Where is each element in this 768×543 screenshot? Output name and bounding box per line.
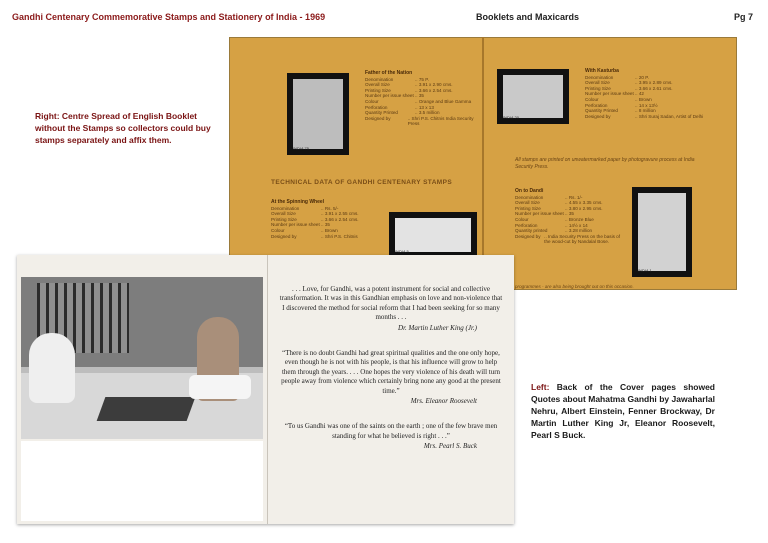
- tech-key: Printing Size: [515, 205, 541, 211]
- tech-value: .. Rs. 5/-: [321, 205, 339, 211]
- photo-figure-right-dhoti: [189, 375, 251, 399]
- caption-left-lead: Left:: [531, 382, 550, 392]
- tech-value: .. 35: [321, 222, 330, 228]
- tech-value: .. 4.55 x 3.35 cms.: [565, 200, 603, 206]
- stamp-spinning-wheel: [389, 212, 477, 258]
- tech-data-spinning-wheel: [271, 200, 389, 239]
- tech-value: .. 3.95 x 2.89 cms.: [635, 80, 673, 86]
- gandhi-nehru-photo: [21, 277, 263, 439]
- tech-key: Designed by: [515, 233, 541, 239]
- page-title: Gandhi Centenary Commemorative Stamps and Stationery of India - 1969: [12, 12, 326, 22]
- tech-key: Colour: [585, 96, 599, 102]
- quote-text: . . . Love, for Gandhi, was a potent instrument for social and collective transformation. It was in this Gandhian emphasis on love and non-violence that I discovered the method for social reform that I had been seeking for so many months . . .: [279, 285, 503, 322]
- tech-key: Designed by: [365, 115, 391, 121]
- caption-right: [35, 110, 220, 146]
- tech-value: .. 35: [415, 93, 424, 99]
- tech-key: Printing Size: [365, 87, 391, 93]
- stamp-on-to-dandi: [632, 187, 692, 277]
- stamp-father-of-nation: [287, 73, 349, 155]
- tech-data-title: On to Dandi: [515, 188, 544, 194]
- quote-roosevelt: [279, 349, 503, 406]
- quote-king: [279, 285, 503, 333]
- page-number: Pg 7: [734, 12, 754, 22]
- tech-value: .. Shri P.S. Chitnis India Security Press: [407, 115, 474, 127]
- tech-value: .. Bronze Blue: [565, 216, 594, 222]
- quote-buck: [279, 422, 503, 451]
- tech-value: .. Brown: [635, 96, 652, 102]
- stamp-image: [503, 75, 563, 118]
- tech-key: Quantity Printed: [585, 108, 618, 114]
- tech-value: .. Orange and Blue Gamma: [415, 98, 472, 104]
- caption-right-text: Centre Spread of English Booklet without the Stamps so collectors could buy stamps separately and affix them.: [35, 111, 211, 145]
- tech-value: .. 14½ x 14: [565, 222, 588, 228]
- tech-key: Overall Size: [365, 82, 390, 88]
- stamp-image: [638, 193, 686, 271]
- tech-value: .. 3.5 million: [415, 110, 440, 116]
- tech-data-with-kasturba: [585, 69, 707, 119]
- tech-key: Number per issue sheet: [365, 93, 414, 99]
- tech-value: .. 42: [635, 91, 644, 97]
- programmes-note: programmes - are also being brought out on this occasion.: [515, 284, 634, 289]
- tech-value: .. 75 P.: [415, 76, 429, 82]
- tech-key: Printing Size: [585, 85, 611, 91]
- photo-figure-left: [29, 333, 75, 403]
- tech-value: .. 35: [565, 211, 574, 217]
- tech-value: .. Rs. 1/-: [565, 194, 583, 200]
- tech-value: .. 13 x 13: [415, 104, 434, 110]
- printing-note: All stamps are printed on unwatermarked paper by photogravure process at India Security Press.: [515, 157, 695, 170]
- tech-value: .. Shri Suraj Sadan, Artist of Delhi: [635, 113, 704, 119]
- tech-data-on-to-dandi: [515, 189, 627, 245]
- tech-key: Printing Size: [271, 216, 297, 222]
- tech-key: Perforation: [515, 222, 538, 228]
- tech-key: Colour: [271, 227, 285, 233]
- tech-value: .. Brown: [321, 227, 338, 233]
- quote-text: “There is no doubt Gandhi had great spiritual qualities and the one only hope, even though he is not with his people, is that his influence will grow to help them through the years. . . . One hopes the very violence of his death will turn people away from violence which certainly bring none any good at the present time.”: [281, 349, 501, 395]
- tech-key: Denomination: [585, 74, 614, 80]
- tech-key: Denomination: [515, 194, 544, 200]
- stamp-label: INDIA 5: [395, 249, 409, 254]
- photo-rug: [97, 397, 196, 421]
- stamp-image: [395, 218, 471, 252]
- page-header: [0, 0, 768, 34]
- tech-value: .. 3.91 x 2.55 cms.: [321, 211, 359, 217]
- caption-left-text: Back of the Cover pages showed Quotes about Mahatma Gandhi by Jawaharlal Nehru, Albert Einstein, Fenner Brockway, Dr Martin Luther King Jr, Eleanor Roosevelt, Pearl S Buck.: [531, 382, 715, 440]
- tech-key: Overall Size: [271, 211, 296, 217]
- tech-value: .. 3.28 million: [565, 228, 593, 234]
- quote-author: Dr. Martin Luther King (Jr.): [398, 323, 477, 332]
- section-title: Booklets and Maxicards: [476, 12, 580, 22]
- caption-right-lead: Right:: [35, 111, 60, 121]
- stamp-with-kasturba: [497, 69, 569, 124]
- stamp-label: INDIA 20: [503, 115, 520, 120]
- tech-data-title: At the Spinning Wheel: [271, 199, 325, 205]
- stamp-label: INDIA 75: [293, 146, 310, 151]
- tech-key: Designed by: [585, 113, 611, 119]
- tech-key: Overall Size: [515, 200, 540, 206]
- booklet-back-cover: [17, 255, 514, 524]
- tech-key: Perforation: [365, 104, 388, 110]
- tech-data-title: Father of the Nation: [365, 70, 413, 76]
- tech-key: Denomination: [365, 76, 394, 82]
- tech-value: .. 3.66 x 2.54 cms.: [415, 87, 453, 93]
- tech-key: Quantity printed: [515, 228, 548, 234]
- tech-data-father-of-nation: [365, 71, 475, 127]
- tech-key: Designed by: [271, 233, 297, 239]
- quote-text: “To us Gandhi was one of the saints on the earth ; one of the few brave men standing for what he believed is right . . .”: [284, 422, 498, 440]
- tech-key: Number per issue sheet: [515, 211, 564, 217]
- tech-value: .. 3.80 x 2.95 cms.: [565, 205, 603, 211]
- tech-data-heading: TECHNICAL DATA OF GANDHI CENTENARY STAMPS: [271, 179, 453, 186]
- quotes-panel: [279, 285, 503, 464]
- booklet-centre-spread: [229, 37, 737, 290]
- tech-value: .. 20 P.: [635, 74, 649, 80]
- caption-left: [531, 381, 715, 441]
- tech-data-title: With Kasturba: [585, 68, 619, 74]
- tech-key: Number per issue sheet: [585, 91, 634, 97]
- quote-author: Mrs. Eleanor Roosevelt: [410, 397, 477, 406]
- booklet-spine: [482, 37, 484, 290]
- cover-fold: [267, 255, 268, 524]
- stamp-image: [293, 79, 343, 149]
- tech-key: Perforation: [585, 102, 608, 108]
- stamp-label: INDIA 1: [638, 268, 652, 273]
- tech-key: Denomination: [271, 205, 300, 211]
- tech-key: Quantity Printed: [365, 110, 398, 116]
- quote-author: Mrs. Pearl S. Buck: [423, 442, 477, 451]
- tech-value: .. 3.91 x 2.90 cms.: [415, 82, 453, 88]
- cover-blank-area: [21, 441, 263, 521]
- tech-value: .. 14 x 13½: [635, 102, 658, 108]
- tech-value: .. Shri P.S. Chitnis: [321, 233, 358, 239]
- tech-key: Number per issue sheet: [271, 222, 320, 228]
- tech-value: .. 8 million: [635, 108, 656, 114]
- tech-value: .. 3.66 x 2.61 cms.: [635, 85, 673, 91]
- tech-value: .. India Security Press on the basis of the wood-cut by Nandalal Bose.: [544, 233, 621, 245]
- tech-key: Overall Size: [585, 80, 610, 86]
- tech-value: .. 3.66 x 2.54 cms.: [321, 216, 359, 222]
- tech-key: Colour: [365, 98, 379, 104]
- tech-key: Colour: [515, 216, 529, 222]
